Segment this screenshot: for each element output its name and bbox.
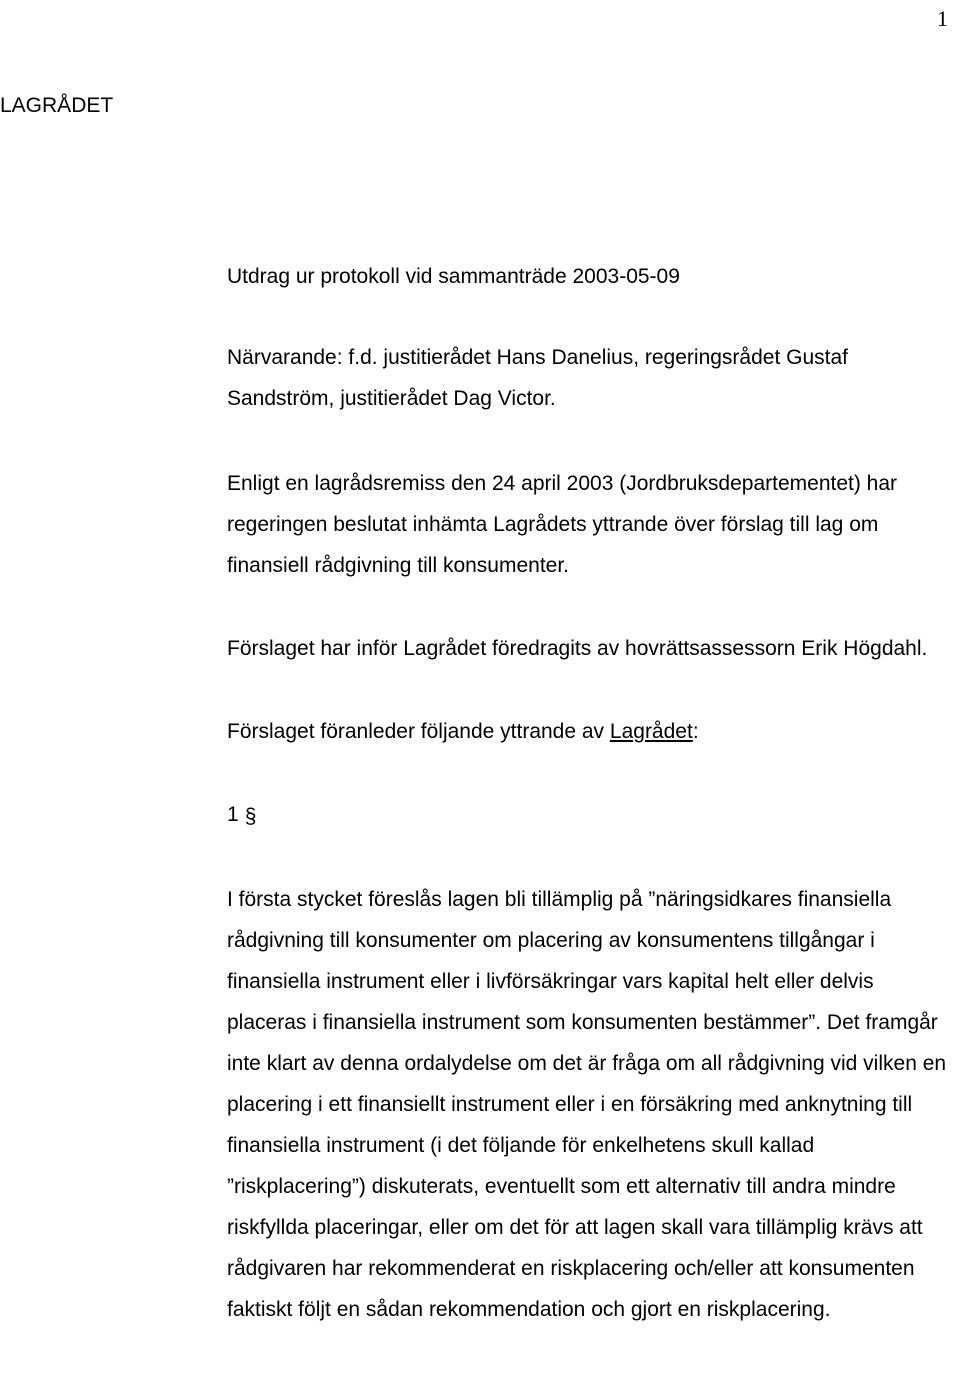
statement-intro — [227, 711, 951, 752]
statement-intro-prefix: Förslaget föranleder följande yttrande av — [227, 720, 610, 743]
section-number: 1 — [227, 803, 239, 826]
page-number: 1 — [937, 6, 948, 31]
remiss-paragraph: Enligt en lagrådsremiss den 24 april 2003 (Jordbruksdepartementet) har regeringen beslutat inhämta Lagrådets yttrande över förslag till lag om finansiell rådgivning till konsumenter. — [227, 472, 898, 577]
section-body-paragraph: I första stycket föreslås lagen bli tillämplig på ”näringsidkares finansiella rådgivning till konsumenter om placering av konsumentens tillgångar i finansiella instrument eller i livförsäkringar vars kapital helt eller delvis placeras i finansiella instrument som konsumenten bestämmer”. Det framgår inte klart av denna ordalydelse om det är fråga om all rådgivning vid vilken en placering i ett finansiellt instrument eller i en försäkring med anknytning till finansiella instrument (i det följande för enkelhetens skull kallad ”riskplacering”) diskuterats, eventuellt som ett alternativ till andra mindre riskfyllda placeringar, eller om det för att lagen skall vara tillämplig krävs att rådgivaren har rekommenderat en riskplacering och/eller att konsumenten faktiskt följt en sådan rekommendation och gjort en riskplacering. — [227, 888, 947, 1321]
statement-intro-emphasis: Lagrådet — [609, 720, 693, 743]
attendance-label: Närvarande: — [227, 346, 343, 369]
section-heading — [227, 794, 951, 837]
document-body — [227, 256, 951, 1330]
attendance-line-1: f.d. justitierådet Hans Danelius, regeringsrådet Gustaf — [342, 346, 848, 369]
section-symbol: § — [244, 805, 257, 828]
attendance-paragraph — [227, 337, 951, 419]
presentation-paragraph: Förslaget har inför Lagrådet föredragits av hovrättsassessorn Erik Högdahl. — [227, 637, 928, 660]
attendance-line-2: Sandström, justitierådet Dag Victor. — [227, 387, 556, 410]
organization-heading: LAGRÅDET — [0, 94, 114, 117]
protocol-extract-line: Utdrag ur protokoll vid sammanträde 2003-05-09 — [227, 265, 680, 288]
statement-intro-suffix: : — [692, 720, 699, 743]
